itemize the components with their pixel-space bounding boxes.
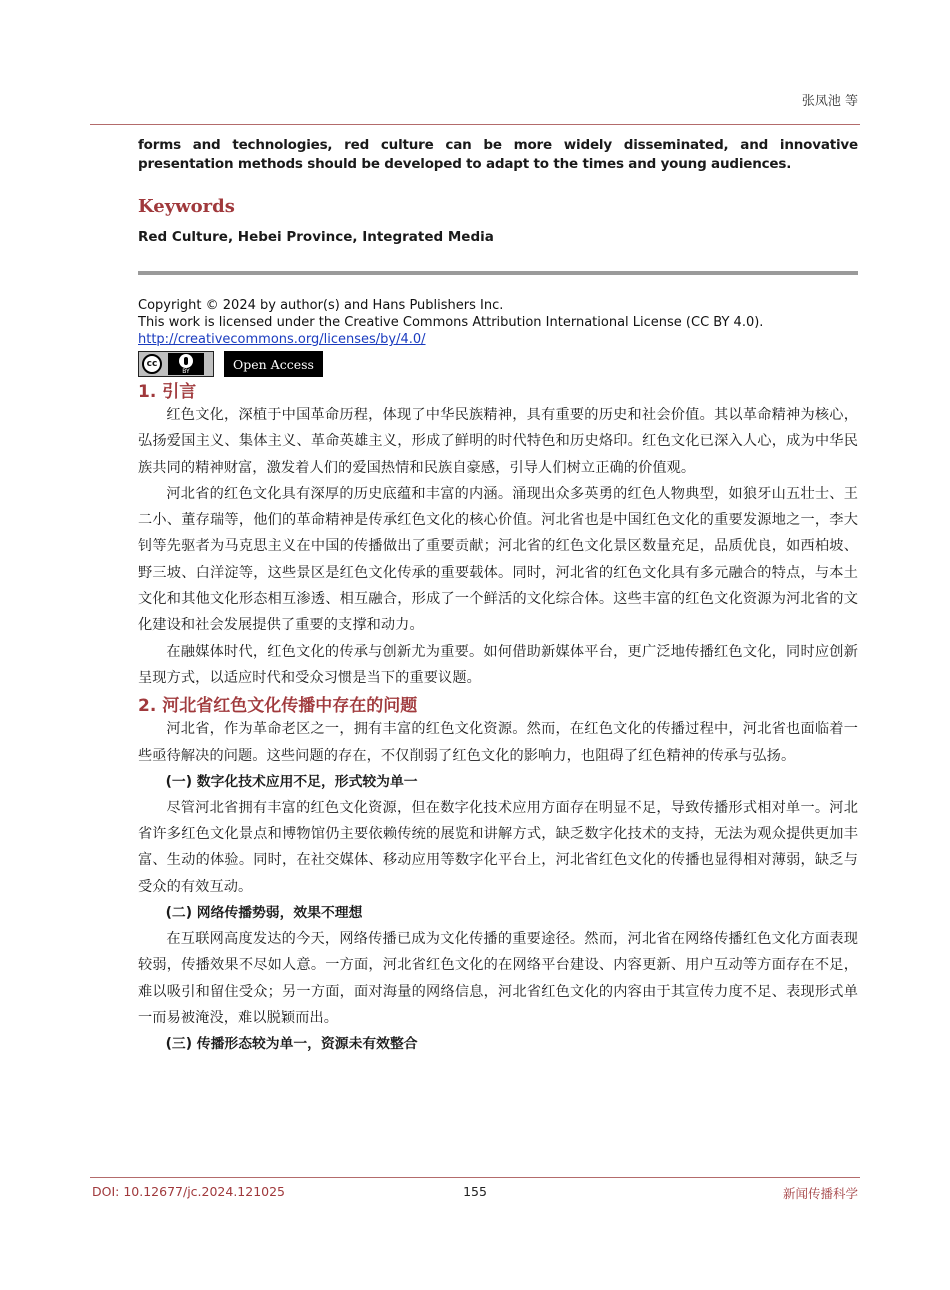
license-statement: This work is licensed under the Creative Commons Attribution International License (CC BY 4.0). bbox=[138, 315, 764, 330]
cc-by-badge[interactable] bbox=[138, 351, 214, 377]
keywords-heading: Keywords bbox=[138, 196, 235, 217]
by-label: BY bbox=[182, 367, 190, 375]
keywords-text: Red Culture, Hebei Province, Integrated Media bbox=[138, 229, 494, 245]
running-head-author: 张凤池 等 bbox=[801, 94, 858, 109]
section-1-heading: 1. 引言 bbox=[138, 382, 197, 402]
license-badges bbox=[138, 351, 858, 377]
journal-name: 新闻传播科学 bbox=[782, 1186, 858, 1201]
paragraph: 河北省的红色文化具有深厚的历史底蕴和丰富的内涵。涌现出众多英勇的红色人物典型，如狼牙山五壮士、王二小、董存瑞等，他们的革命精神是传承红色文化的核心价值。河北省也是中国红色文化的重要发源地之一，李大钊等先驱者为马克思主义在中国的传播做出了重要贡献；河北省的红色文化景区数量充足，品质优良，如西柏坡、野三坡、白洋淀等，这些景区是红色文化传承的重要载体。同时，河北省的红色文化具有多元融合的特点，与本土文化和其他文化形态相互渗透、相互融合，形成了一个鲜活的文化综合体。这些丰富的红色文化资源为河北省的文化建设和社会发展提供了重要的支撑和动力。 bbox=[138, 485, 858, 634]
page-content bbox=[138, 136, 858, 1057]
subsection-2-heading: (二) 网络传播势弱，效果不理想 bbox=[165, 905, 363, 922]
person-icon bbox=[179, 354, 193, 368]
license-block bbox=[138, 297, 858, 377]
subsection-1-heading: (一) 数字化技术应用不足，形式较为单一 bbox=[165, 773, 418, 790]
section-divider bbox=[138, 271, 858, 275]
paragraph: 红色文化，深植于中国革命历程，体现了中华民族精神，具有重要的历史和社会价值。其以革命精神为核心，弘扬爱国主义、集体主义、革命英雄主义，形成了鲜明的时代特色和历史烙印。红色文化已深入人心，成为中华民族共同的精神财富，激发着人们的爱国热情和民族自豪感，引导人们树立正确的价值观。 bbox=[138, 407, 858, 476]
section-2-heading: 2. 河北省红色文化传播中存在的问题 bbox=[138, 696, 418, 717]
footer-doi[interactable]: DOI: 10.12677/jc.2024.121025 bbox=[92, 1184, 286, 1199]
copyright-line: Copyright © 2024 by author(s) and Hans Publishers Inc. bbox=[138, 298, 504, 313]
open-access-badge[interactable]: Open Access bbox=[224, 351, 323, 377]
cc-icon: cc bbox=[142, 354, 162, 374]
paragraph: 尽管河北省拥有丰富的红色文化资源，但在数字化技术应用方面存在明显不足，导致传播形式相对单一。河北省许多红色文化景点和博物馆仍主要依赖传统的展览和讲解方式，缺乏数字化技术的支持，无法为观众提供更加丰富、生动的体验。同时，在社交媒体、移动应用等数字化平台上，河北省红色文化的传播也显得相对薄弱，缺乏与受众的有效互动。 bbox=[138, 799, 858, 895]
by-attribution-icon bbox=[168, 353, 204, 375]
page-number: 155 bbox=[463, 1184, 487, 1199]
subsection-3-heading: (三) 传播形态较为单一，资源未有效整合 bbox=[165, 1036, 418, 1053]
footer-rule bbox=[90, 1177, 860, 1178]
license-link[interactable]: http://creativecommons.org/licenses/by/4.0/ bbox=[138, 332, 426, 347]
paragraph: 在互联网高度发达的今天，网络传播已成为文化传播的重要途径。然而，河北省在网络传播红色文化方面表现较弱，传播效果不尽如人意。一方面，河北省红色文化的在网络平台建设、内容更新、用户互动等方面存在不足，难以吸引和留住受众；另一方面，面对海量的网络信息，河北省红色文化的内容由于其宣传力度不足、表现形式单一而易被淹没，难以脱颖而出。 bbox=[138, 931, 858, 1026]
abstract-tail: forms and technologies, red culture can be more widely disseminated, and innovative presentation methods should be developed to adapt to the times and young audiences. bbox=[138, 137, 858, 172]
header-rule bbox=[90, 124, 860, 125]
paragraph: 在融媒体时代，红色文化的传承与创新尤为重要。如何借助新媒体平台，更广泛地传播红色文化，同时应创新呈现方式，以适应时代和受众习惯是当下的重要议题。 bbox=[138, 643, 858, 686]
paragraph: 河北省，作为革命老区之一，拥有丰富的红色文化资源。然而，在红色文化的传播过程中，河北省也面临着一些亟待解决的问题。这些问题的存在，不仅削弱了红色文化的影响力，也阻碍了红色精神的传承与弘扬。 bbox=[138, 721, 858, 764]
